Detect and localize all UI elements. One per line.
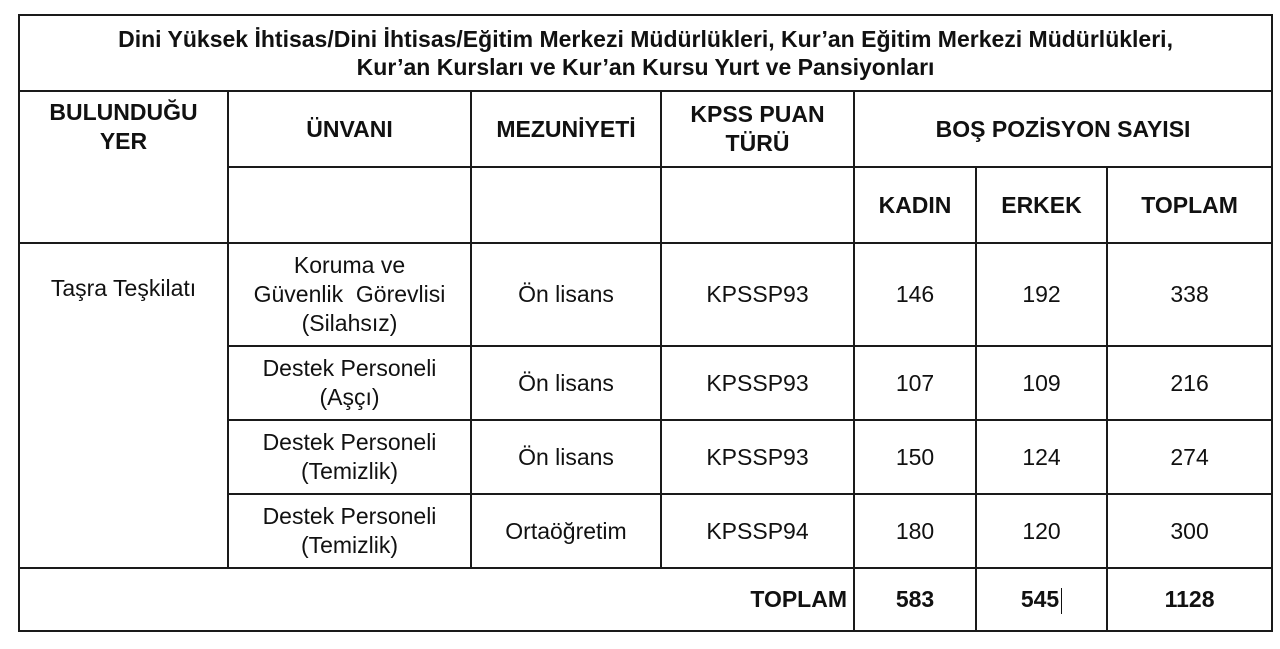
kpss-cell: KPSSP93 (661, 243, 854, 346)
location-cell: Taşra Teşkilatı (19, 243, 228, 568)
male-cell: 192 (976, 243, 1107, 346)
female-cell: 146 (854, 243, 976, 346)
header-male: ERKEK (976, 167, 1107, 243)
kpss-cell: KPSSP94 (661, 494, 854, 568)
title-cell (228, 346, 471, 420)
title-line: Koruma ve (293, 252, 406, 278)
title-cell (228, 494, 471, 568)
kpss-cell: KPSSP93 (661, 420, 854, 494)
title-line: Destek Personeli (262, 503, 437, 529)
header-location (19, 91, 228, 243)
header-total: TOPLAM (1107, 167, 1272, 243)
male-cell: 120 (976, 494, 1107, 568)
education-cell: Ortaöğretim (471, 494, 661, 568)
title-line: (Temizlik) (300, 532, 399, 558)
education-cell: Ön lisans (471, 243, 661, 346)
header-location-line-1: BULUNDUĞU (49, 99, 198, 125)
totals-female: 583 (854, 568, 976, 631)
kpss-cell: KPSSP93 (661, 346, 854, 420)
title-cell (228, 420, 471, 494)
total-cell: 300 (1107, 494, 1272, 568)
title-line: (Aşçı) (319, 384, 380, 410)
title-cell (228, 243, 471, 346)
totals-total: 1128 (1107, 568, 1272, 631)
female-cell: 180 (854, 494, 976, 568)
header-vacancy: BOŞ POZİSYON SAYISI (854, 91, 1272, 167)
empty-subheader-cell (471, 167, 661, 243)
education-cell: Ön lisans (471, 346, 661, 420)
header-kpss (661, 91, 854, 167)
title-line: (Temizlik) (300, 458, 399, 484)
header-location-line-2: YER (99, 128, 148, 154)
totals-male-cell (976, 568, 1107, 631)
empty-subheader-cell (661, 167, 854, 243)
title-line: Destek Personeli (262, 355, 437, 381)
title-line: Güvenlik Görevlisi (253, 281, 446, 307)
vacancy-table (18, 14, 1273, 632)
title-line: Destek Personeli (262, 429, 437, 455)
empty-subheader-cell (228, 167, 471, 243)
table-title (19, 15, 1272, 91)
header-female: KADIN (854, 167, 976, 243)
total-cell: 338 (1107, 243, 1272, 346)
title-line: (Silahsız) (301, 310, 398, 336)
header-kpss-line-1: KPSS PUAN (690, 101, 825, 127)
male-cell: 109 (976, 346, 1107, 420)
female-cell: 107 (854, 346, 976, 420)
total-cell: 216 (1107, 346, 1272, 420)
female-cell: 150 (854, 420, 976, 494)
table-row (19, 243, 1272, 346)
text-cursor (1061, 588, 1062, 614)
header-education: MEZUNİYETİ (471, 91, 661, 167)
education-cell: Ön lisans (471, 420, 661, 494)
totals-male: 545 (1020, 586, 1060, 612)
totals-row (19, 568, 1272, 631)
total-cell: 274 (1107, 420, 1272, 494)
vacancy-table-container (18, 14, 1271, 632)
table-title-line-1: Dini Yüksek İhtisas/Dini İhtisas/Eğitim Merkezi Müdürlükleri, Kur’an Eğitim Merkezi Müdürlükleri, (118, 26, 1173, 52)
table-title-line-2: Kur’an Kursları ve Kur’an Kursu Yurt ve Pansiyonları (356, 54, 935, 80)
male-cell: 124 (976, 420, 1107, 494)
header-title: ÜNVANI (228, 91, 471, 167)
totals-label: TOPLAM (19, 568, 854, 631)
header-kpss-line-2: TÜRÜ (725, 130, 790, 156)
